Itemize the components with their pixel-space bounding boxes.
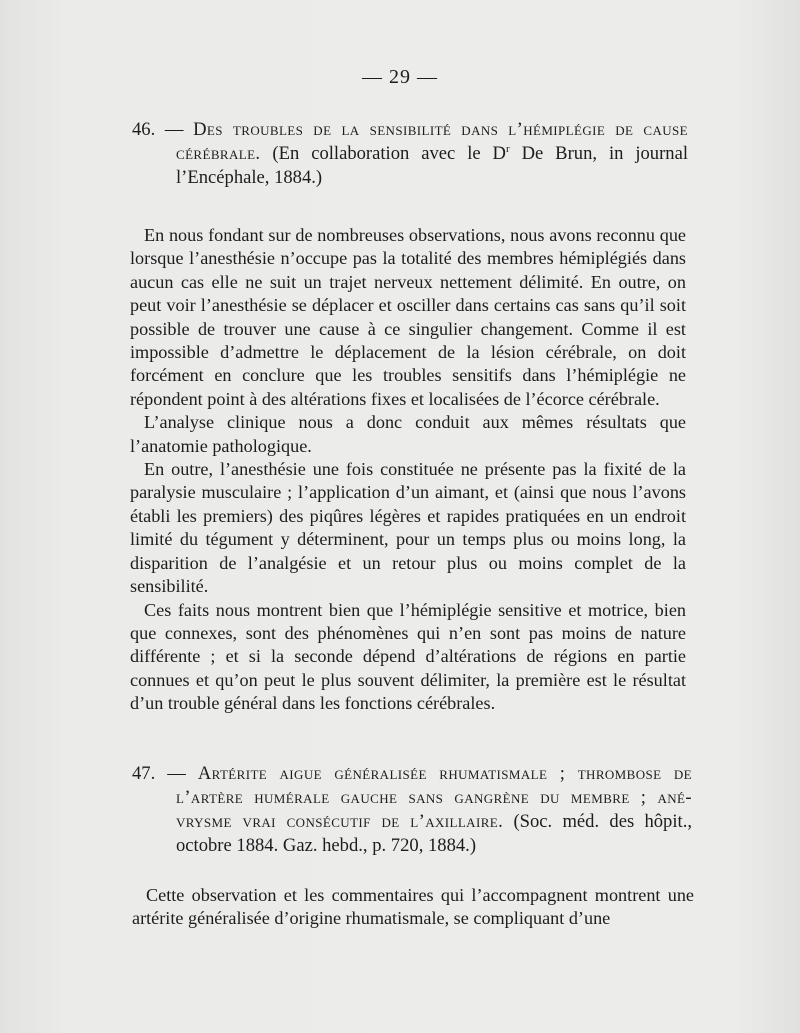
entry-47-paragraph-1: Cette observation et les commentaires qui l’accompagnent montrent une artérite généralisée d’origine rhumatismale, se compliquant d’une [132, 885, 694, 929]
entry-47-title-part-2: l’artère humérale gauche sans gangrène du membre ; ané- [176, 787, 692, 808]
entry-46-reference-superscript: r [505, 142, 510, 155]
entry-47-body [132, 884, 694, 931]
entry-46-paragraph-1: En nous fondant sur de nombreuses observations, nous avons reconnu que lorsque l’anesthésie n’occupe pas la totalité des membres hémiplégiés dans aucun cas elle ne suit un trajet nerveux nettement délimité. En outre, on peut voir l’anesthésie se déplacer et osciller dans certains cas sans qu’il soit possible de trouver une cause à ce singulier changement. Comme il est impossible d’admettre le déplacement de la lésion cérébrale, on doit forcément en conclure que les troubles sensitifs dans l’hémiplégie ne répondent point à des altérations fixes et localisées de l’écorce cérébrale. [130, 225, 686, 409]
entry-46-body [130, 224, 686, 716]
entry-47-number: 47. [132, 763, 156, 784]
entry-46-title-line-1 [132, 118, 688, 142]
entry-47-title-part-3: vrysme vrai consécutif de l’axillaire. [176, 811, 504, 832]
entry-47-title-line-1 [132, 762, 692, 786]
entry-46-heading [132, 118, 688, 190]
entry-46-title-part-1: Des troubles de la sensibilité dans l’hémiplégie de cause [193, 119, 688, 140]
entry-47-reference-start: (Soc. méd. des hôpit., [513, 811, 692, 832]
entry-46-title-line-2 [132, 142, 688, 166]
entry-46-title-part-2: cérébrale. [176, 143, 261, 164]
entry-47-title-line-3 [132, 810, 692, 834]
entry-47-reference-line: octobre 1884. Gaz. hebd., p. 720, 1884.) [176, 835, 477, 856]
entry-46-paragraph-4: Ces faits nous montrent bien que l’hémiplégie sensitive et motrice, bien que connexes, sont des phénomènes qui n’en sont pas moins de nature différente ; et si la seconde dépend d’altérations de régions en partie connues et qu’on peut le plus souvent délimiter, la première est le résultat d’un trouble général dans les fonctions cérébrales. [130, 599, 686, 714]
page-number: — 29 — [362, 66, 438, 88]
entry-46-dash: — [164, 119, 184, 140]
entry-47-heading [132, 762, 692, 858]
entry-47-dash: — [167, 763, 186, 784]
entry-47-title-part-1: Artérite aigue généralisée rhumatismale ; thrombose de [197, 763, 692, 784]
entry-46-number: 46. [132, 119, 156, 140]
entry-46-reference-start: (En collaboration avec le D [272, 143, 506, 164]
entry-46-paragraph-3: En outre, l’anesthésie une fois constituée ne présente pas la fixité de la paralysie musculaire ; l’application d’un aimant, et (ainsi que nous l’avons établi les premiers) des piqûres légères et rapides pratiquées en un endroit limité du tégument y déterminent, pour un temps plus ou moins long, la disparition de l’analgésie et un retour plus ou moins complet de la sensibilité. [130, 459, 686, 597]
entry-46-reference-end: De Brun, in journal [521, 143, 688, 164]
entry-46-reference-line: l’Encéphale, 1884.) [176, 167, 323, 188]
entry-47-title-line-2 [132, 786, 692, 810]
entry-46-paragraph-2: L’analyse clinique nous a donc conduit aux mêmes résultats que l’anatomie pathologique. [130, 412, 686, 456]
